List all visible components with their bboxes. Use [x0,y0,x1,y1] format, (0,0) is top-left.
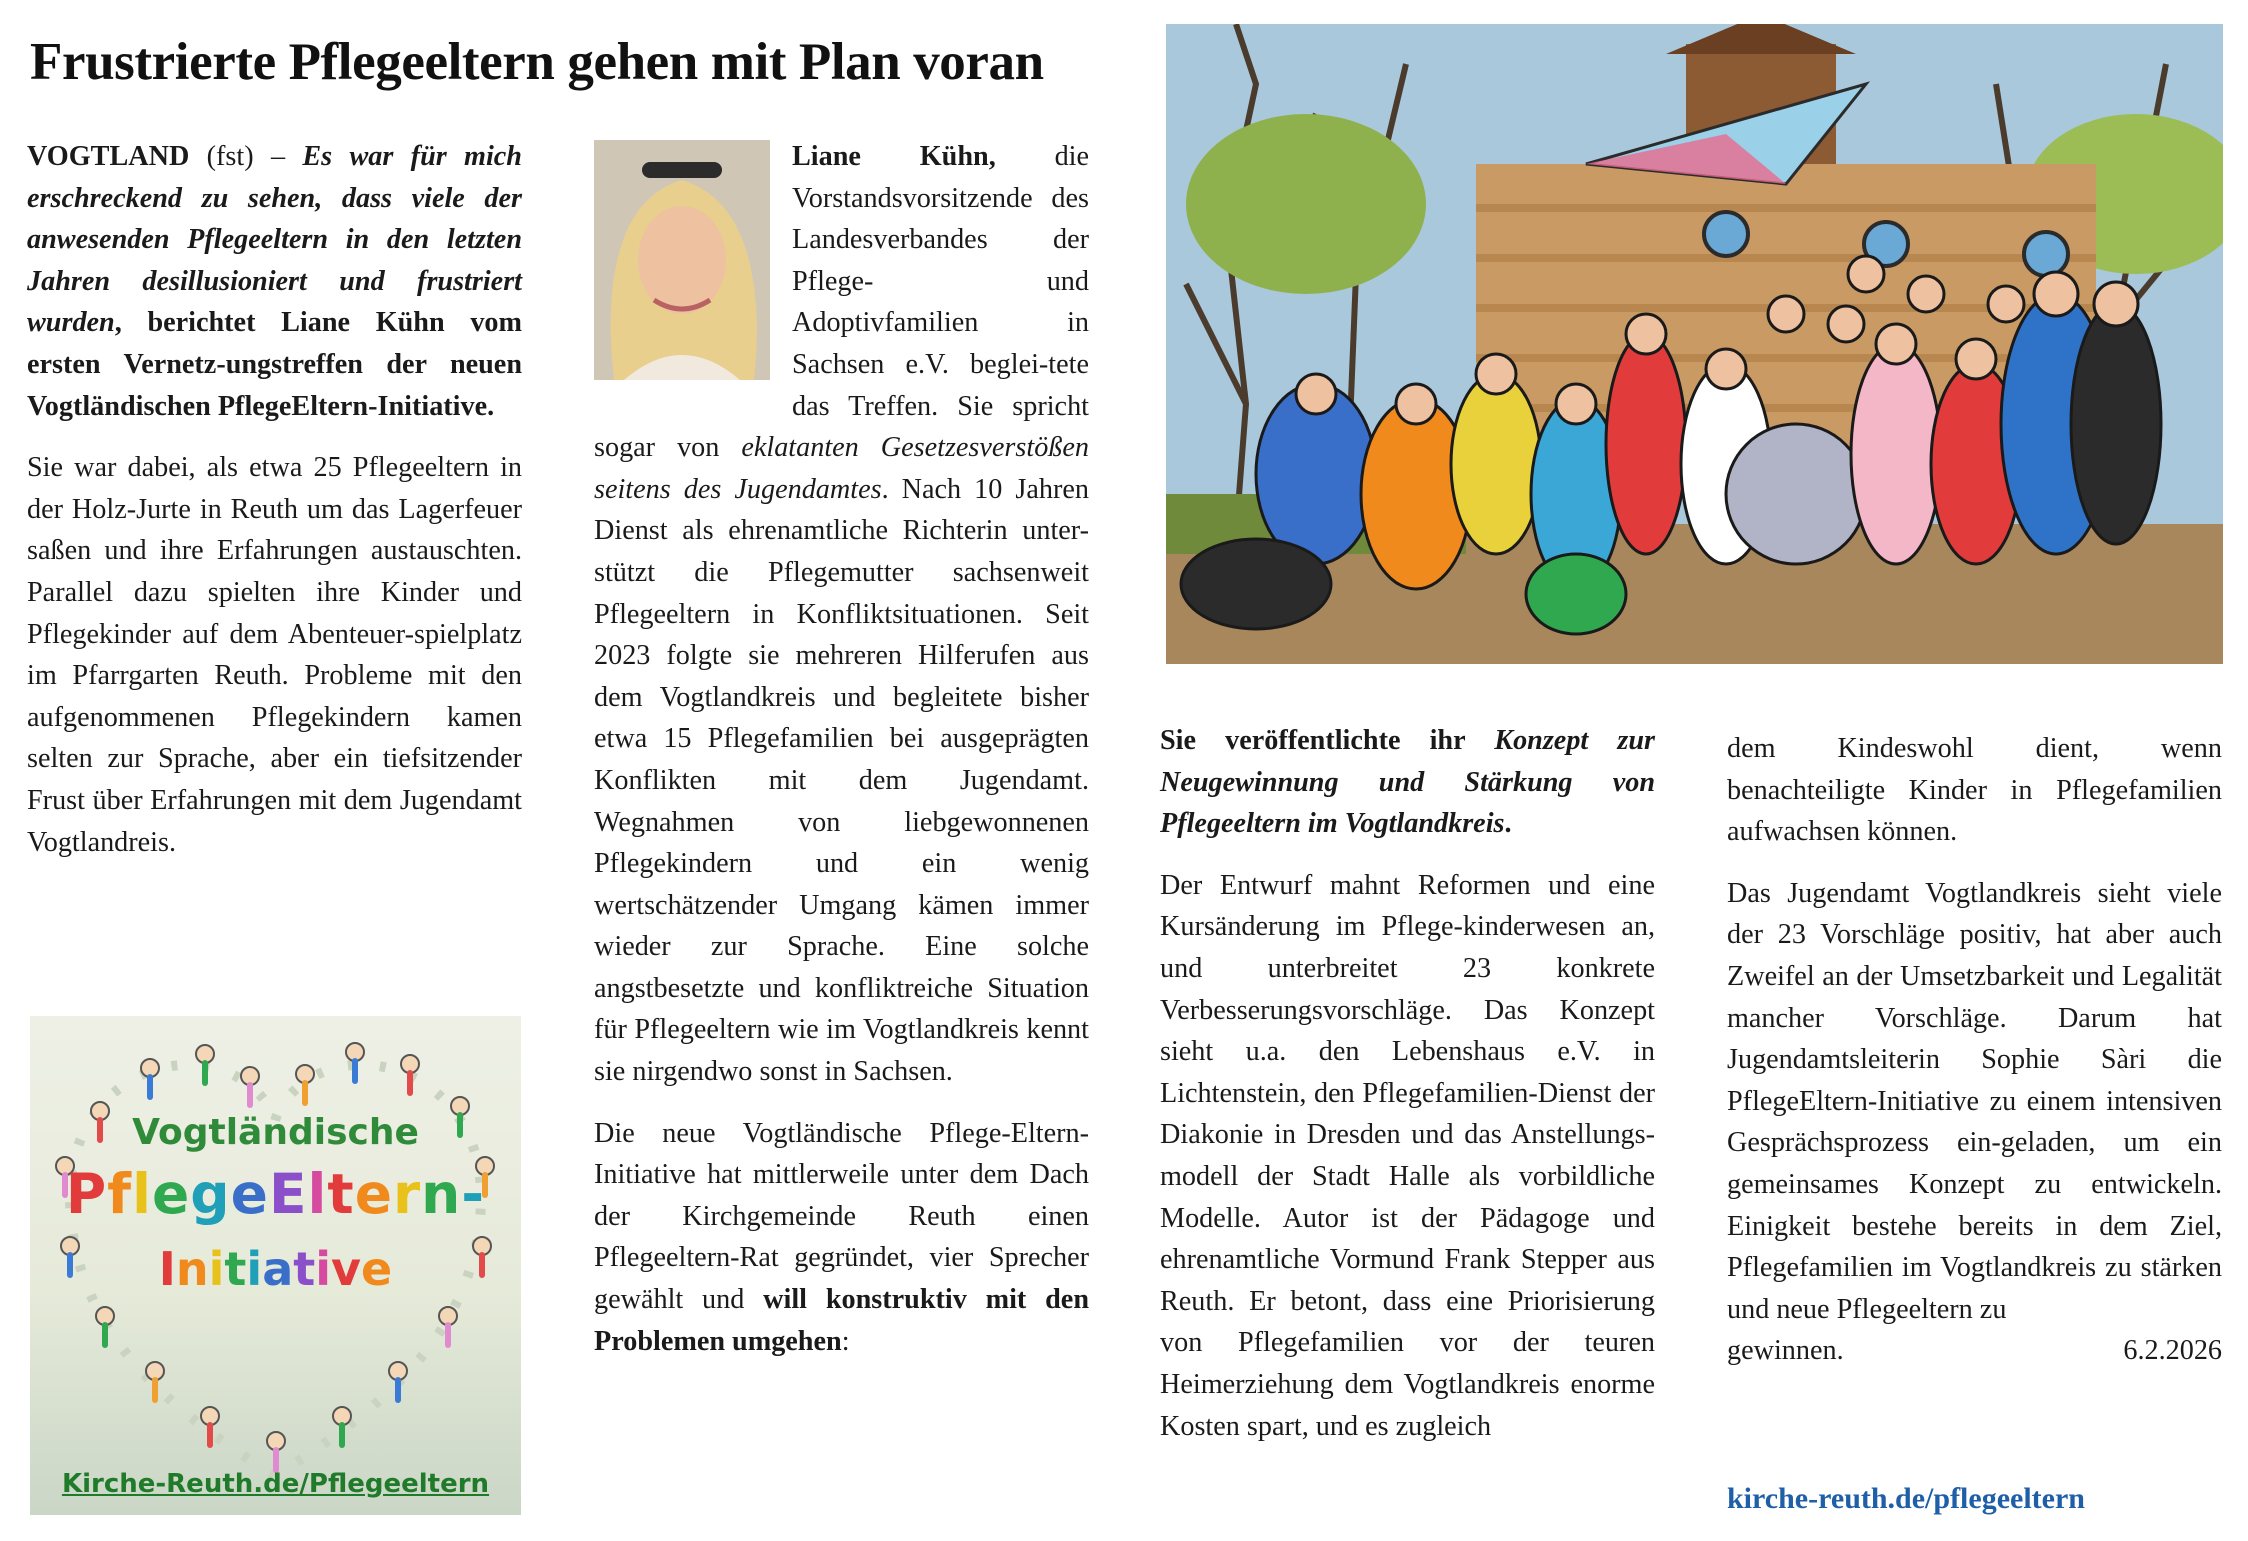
paragraph [1727,873,2222,1331]
text-run: Sie veröffentlichte ihr [1160,725,1495,756]
article-date: 6.2.2026 [2123,1335,2222,1367]
paragraph: Sie war dabei, als etwa 25 Pflegeeltern in der Holz-Jurte in Reuth um das Lagerfeuer saßen und ihre Erfahrungen austauschten. Parallel dazu spielten ihre Kinder und Pflegekinder auf dem Abenteuer-spielplatz im Pfarrgarten Reuth. Probleme mit den aufgenommenen Pflegekindern kamen selten zur Sprache, aber ein tiefsitzender Frust über Erfahrungen mit dem Jugendamt Vogtlandreis. [27,452,522,858]
logo-url[interactable]: Kirche-Reuth.de/Pflegeeltern [61,1469,490,1499]
text-run: . Nach 10 Jahren Dienst als ehrenamtliche Richterin unter-stützt die Pflegemutter sachsenweit Pflegeeltern in Konfliktsituationen. Seit 2023 folgte sie mehreren Hilferufen aus dem Vogtlandkreis und begleitete bisher etwa 15 Pflegefamilien bei ausgeprägten Konflikten mit dem Jugendamt. Wegnahmen von liebgewonnenen Pflegekindern und ein wenig wertschätzender Umgang kämen immer wieder zur Sprache. Eine solche angstbesetzte und konfliktreiche Situation für Pflegeeltern wie im Vogtlandkreis kennt sie nirgendwo sonst in Sachsen. [594,473,1089,1088]
text-run: die Vorstandsvorsitzende des Landesverbandes der Pflege- und Adoptivfamilien in Sachsen e.V. beglei-tete das Treffen. Sie spricht sogar von [594,141,1090,464]
italic-quote: eklatanten Gesetzesverstößen seitens des Jugendamtes [594,432,1089,505]
article-column-3 [1160,720,1655,1467]
initiative-logo [30,1016,521,1515]
paragraph: dem Kindeswohl dient, wenn benachteiligte Kinder in Pflegefamilien aufwachsen können. [1727,733,2222,848]
concept-title: Konzept zur Neugewinnung und Stärkung von Pflegeeltern im Vogtlandkreis [1160,725,1655,840]
lead-quote: Es war für mich erschreckend zu sehen, dass viele der anwesenden Pflegeeltern in den letzten Jahren desillusioniert und frustriert wurden [27,141,522,339]
text-run: Die neue Vogtländische Pflege-Eltern-Initiative hat mittlerweile unter dem Dach der Kirchgemeinde Reuth einen Pflegeeltern-Rat gegründet, vier Sprecher gewählt und [594,1117,1089,1316]
headline: Frustrierte Pflegeeltern gehen mit Plan voran [30,33,1044,91]
source-tag: (fst) – [189,141,303,172]
portrait-photo [594,140,770,380]
lead-attribution: , berichtet Liane Kühn vom ersten Vernetz-ungstreffen der neuen Vogtländischen PflegeEltern-Initiative. [27,307,522,422]
logo-line-3: Initiative [158,1242,393,1296]
logo-line-1: Vogtländische [132,1112,419,1153]
logo-line-2: PflegeEltern- [65,1162,486,1226]
closing-line [1727,1330,2222,1372]
text-run: : [841,1325,850,1357]
paragraph-concept [1160,720,1655,845]
lead-paragraph [27,136,522,427]
footer-link[interactable]: kirche-reuth.de/pflegeeltern [1727,1482,2085,1515]
paragraph: Der Entwurf mahnt Reformen und eine Kursänderung im Pflege-kinderwesen an, und unterbreitet 23 konkrete Verbesserungsvorschläge. Das Konzept sieht u.a. den Lebenshaus e.V. in Lichtenstein, den Pflegefamilien-Dienst der Diakonie in Dresden und das Anstellungs-modell der Stadt Halle als vorbildliche Modelle. Autor ist der Pädagoge und ehrenamtliche Vormund Frank Stepper aus Reuth. Er betont, dass eine Priorisierung von Pflegefamilien vor der teuren Heimerziehung dem Vogtlandkreis enorme Kosten spart, und es zugleich [1160,869,1655,1442]
text-run: Das Jugendamt Vogtlandkreis sieht viele der 23 Vorschläge positiv, hat aber auch Zweifel an der Umsetzbarkeit und Legalität mancher Vorschläge. Darum hat Jugendamtsleiterin Sophie Sàri die PflegeEltern-Initiative zu einem intensiven Gesprächsprozess ein-geladen, um ein gemeinsames Konzept zu entwickeln. Einigkeit bestehe bereits in dem Ziel, Pflegefamilien im Vogtlandkreis zu stärken und neue Pflegeeltern zu [1727,877,2222,1325]
group-photo-comic [1166,24,2223,664]
person-name: Liane Kühn, [792,141,996,172]
article-column-1 [27,136,522,883]
closing-word: gewinnen. [1727,1335,1844,1367]
article-column-2 [594,136,1089,1382]
dateline: VOGTLAND [27,141,190,172]
text-run: . [1504,808,1512,840]
bold-statement: will konstruktiv mit den Problemen umgehen [594,1284,1089,1357]
paragraph [594,1113,1089,1363]
article-column-4 [1727,728,2222,1372]
